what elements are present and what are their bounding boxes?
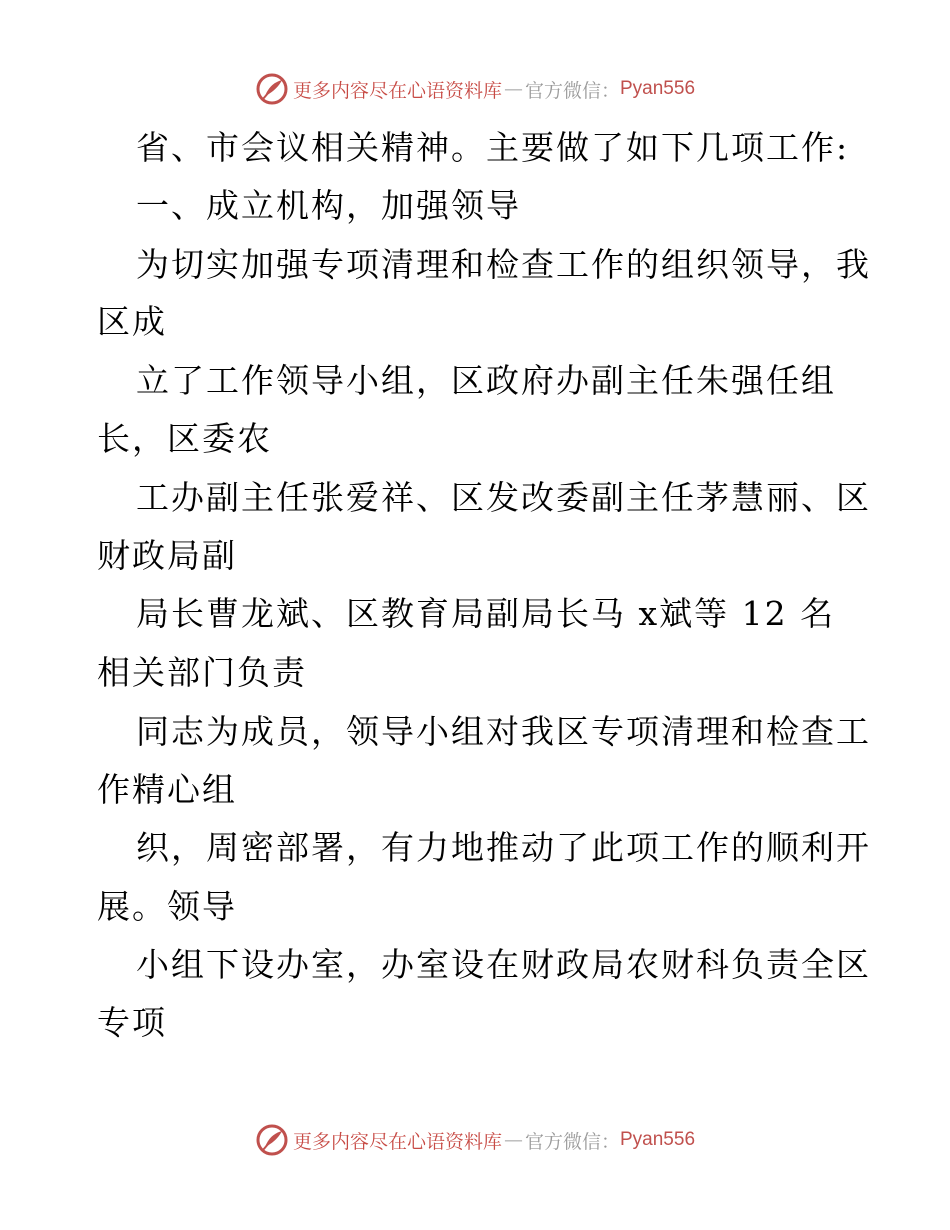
body-line: 小组下设办室，办室设在财政局农财科负责全区 — [136, 945, 871, 984]
body-line: 省、市会议相关精神。主要做了如下几项工作: — [136, 128, 850, 167]
banner-separator: — — [503, 1129, 523, 1151]
banner-wechat-id: Pyan556 — [620, 1129, 696, 1150]
body-line: 同志为成员，领导小组对我区专项清理和检查工 — [136, 712, 871, 751]
body-line: 相关部门负责 — [97, 653, 307, 692]
banner-wechat-id: Pyan556 — [620, 78, 696, 99]
body-line: 专项 — [97, 1003, 167, 1042]
banner-wechat-label: 官方微信： — [524, 79, 620, 102]
feather-pen-icon — [255, 1123, 289, 1157]
banner-site-text: 更多内容尽在心语资料库 — [292, 79, 502, 102]
banner-wechat-label: 官方微信： — [524, 1130, 620, 1153]
banner-separator: — — [503, 78, 523, 100]
body-line: 立了工作领导小组，区政府办副主任朱强任组 — [136, 361, 836, 400]
body-line: 作精心组 — [97, 770, 237, 809]
body-line: 财政局副 — [97, 536, 237, 575]
body-line: 织，周密部署，有力地推动了此项工作的顺利开 — [136, 828, 871, 867]
body-line: 展。领导 — [97, 887, 237, 926]
body-line: 局长曹龙斌、区教育局副局长马 x斌等 12 名 — [136, 594, 836, 633]
body-line: 长，区委农 — [97, 419, 272, 458]
body-line: 为切实加强专项清理和检查工作的组织领导，我 — [136, 245, 871, 284]
section-heading: 一、成立机构，加强领导 — [136, 186, 521, 225]
body-line: 工办副主任张爱祥、区发改委副主任茅慧丽、区 — [136, 478, 871, 517]
footer-banner — [0, 1123, 950, 1157]
banner-site-text: 更多内容尽在心语资料库 — [292, 1130, 502, 1153]
body-line: 区成 — [97, 302, 167, 341]
